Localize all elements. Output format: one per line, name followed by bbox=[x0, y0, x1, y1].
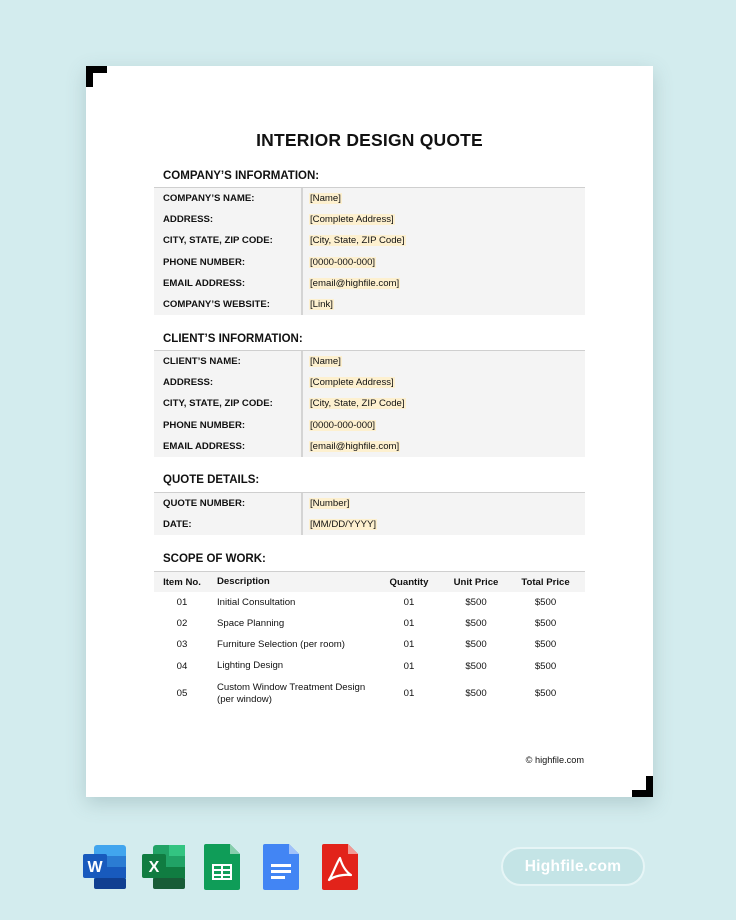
item-number: 02 bbox=[176, 618, 188, 630]
table-row bbox=[154, 188, 585, 209]
field-label: CITY, STATE, ZIP CODE: bbox=[154, 393, 303, 414]
svg-text:X: X bbox=[148, 859, 160, 876]
table-row bbox=[154, 209, 585, 230]
company-section-title: COMPANY’S INFORMATION: bbox=[163, 170, 320, 182]
table-row bbox=[154, 393, 585, 414]
item-quantity: 01 bbox=[403, 597, 415, 609]
field-label: CITY, STATE, ZIP CODE: bbox=[154, 230, 303, 251]
quote-details-table bbox=[154, 492, 585, 535]
table-row bbox=[154, 514, 585, 535]
item-number: 04 bbox=[176, 660, 188, 672]
item-total-price: $500 bbox=[534, 618, 557, 630]
copyright-mark: © highfile.com bbox=[525, 755, 584, 765]
table-row bbox=[154, 613, 585, 634]
field-value: [Complete Address] bbox=[310, 214, 394, 226]
column-header-item: Item No. bbox=[163, 576, 201, 588]
item-number: 01 bbox=[176, 597, 188, 609]
pdf-icon[interactable] bbox=[318, 842, 364, 892]
table-row bbox=[154, 634, 585, 655]
field-label: PHONE NUMBER: bbox=[154, 252, 303, 273]
item-unit-price: $500 bbox=[465, 618, 487, 630]
corner-mark-bottom-right bbox=[632, 776, 653, 797]
quote-section-title: QUOTE DETAILS: bbox=[163, 474, 260, 486]
company-info-table bbox=[154, 187, 585, 315]
corner-mark-top-left bbox=[86, 66, 107, 87]
excel-icon[interactable] bbox=[141, 842, 187, 892]
field-value: [Name] bbox=[310, 356, 341, 368]
column-header-total-price: Total Price bbox=[521, 576, 570, 588]
table-row bbox=[154, 415, 585, 436]
field-label: EMAIL ADDRESS: bbox=[154, 273, 303, 294]
field-label: ADDRESS: bbox=[154, 209, 303, 230]
item-description: Furniture Selection (per room) bbox=[217, 638, 345, 650]
item-description: Custom Window Treatment Design (per window) bbox=[217, 681, 366, 705]
field-value: [City, State, ZIP Code] bbox=[310, 235, 405, 247]
item-total-price: $500 bbox=[534, 597, 557, 609]
table-row bbox=[154, 493, 585, 514]
google-sheets-icon[interactable] bbox=[200, 842, 246, 892]
field-label: PHONE NUMBER: bbox=[154, 415, 303, 436]
field-label: DATE: bbox=[154, 514, 303, 535]
document-title: INTERIOR DESIGN QUOTE bbox=[256, 130, 483, 150]
item-description: Initial Consultation bbox=[217, 596, 296, 608]
table-row bbox=[154, 273, 585, 294]
document-page bbox=[86, 66, 653, 797]
column-header-unit-price: Unit Price bbox=[453, 576, 499, 588]
field-label: QUOTE NUMBER: bbox=[154, 493, 303, 514]
client-info-table bbox=[154, 350, 585, 457]
field-value: [0000-000-000] bbox=[310, 419, 376, 431]
item-description: Space Planning bbox=[217, 617, 285, 629]
table-row bbox=[154, 436, 585, 457]
field-value: [MM/DD/YYYY] bbox=[310, 519, 377, 531]
table-row bbox=[154, 592, 585, 613]
svg-text:W: W bbox=[87, 859, 103, 876]
table-row bbox=[154, 677, 585, 711]
table-row bbox=[154, 230, 585, 251]
field-label: ADDRESS: bbox=[154, 372, 303, 393]
field-value: [Number] bbox=[310, 498, 350, 510]
item-description: Lighting Design bbox=[217, 660, 284, 672]
item-quantity: 01 bbox=[403, 688, 415, 700]
table-row bbox=[154, 372, 585, 393]
field-value: [email@highfile.com] bbox=[310, 440, 400, 452]
item-quantity: 01 bbox=[403, 639, 415, 651]
item-unit-price: $500 bbox=[465, 688, 487, 700]
field-label: CLIENT’S NAME: bbox=[154, 351, 303, 372]
table-row bbox=[154, 252, 585, 273]
table-row bbox=[154, 351, 585, 372]
item-total-price: $500 bbox=[534, 639, 557, 651]
item-unit-price: $500 bbox=[465, 597, 487, 609]
app-icon-bar bbox=[82, 842, 364, 892]
field-value: [Complete Address] bbox=[310, 377, 394, 389]
item-quantity: 01 bbox=[403, 660, 415, 672]
column-header-quantity: Quantity bbox=[389, 576, 429, 588]
table-row bbox=[154, 656, 585, 677]
field-value: [Name] bbox=[310, 193, 341, 205]
table-row bbox=[154, 294, 585, 315]
scope-section-title: SCOPE OF WORK: bbox=[163, 553, 266, 565]
field-value: [email@highfile.com] bbox=[310, 277, 400, 289]
item-unit-price: $500 bbox=[465, 639, 487, 651]
scope-of-work-table bbox=[154, 571, 585, 711]
client-section-title: CLIENT’S INFORMATION: bbox=[163, 333, 303, 345]
item-number: 03 bbox=[176, 639, 188, 651]
word-icon[interactable] bbox=[82, 842, 128, 892]
item-total-price: $500 bbox=[534, 688, 557, 700]
field-value: [City, State, ZIP Code] bbox=[310, 398, 405, 410]
field-value: [0000-000-000] bbox=[310, 256, 376, 268]
item-quantity: 01 bbox=[403, 618, 415, 630]
table-header-row bbox=[154, 571, 585, 592]
column-header-description: Description bbox=[217, 576, 270, 587]
item-number: 05 bbox=[176, 688, 188, 700]
field-label: COMPANY’S WEBSITE: bbox=[154, 294, 303, 315]
field-label: EMAIL ADDRESS: bbox=[154, 436, 303, 457]
item-unit-price: $500 bbox=[465, 660, 487, 672]
item-total-price: $500 bbox=[534, 660, 557, 672]
field-value: [Link] bbox=[310, 299, 333, 311]
field-label: COMPANY’S NAME: bbox=[154, 188, 303, 209]
google-docs-icon[interactable] bbox=[259, 842, 305, 892]
highfile-brand-button[interactable]: Highfile.com bbox=[501, 847, 645, 886]
